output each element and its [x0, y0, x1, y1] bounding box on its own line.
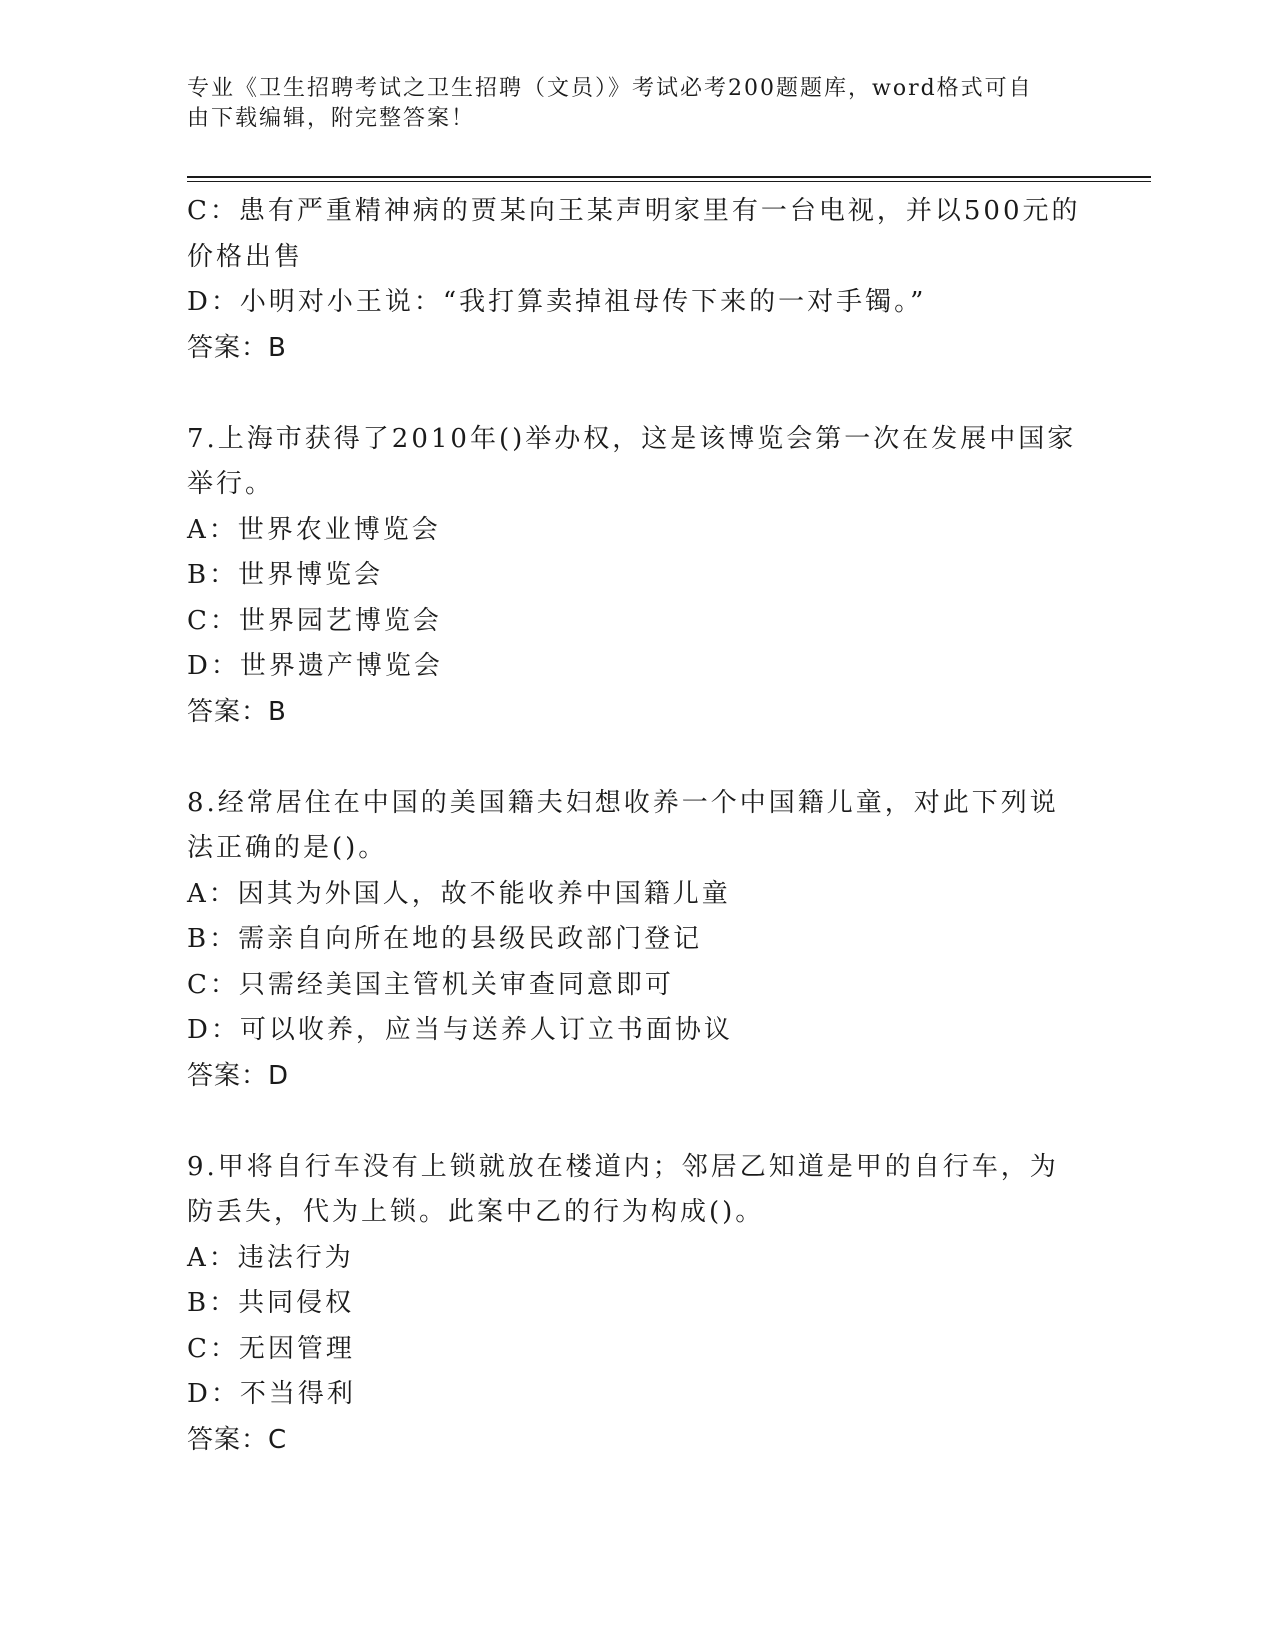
header-divider-thick	[187, 176, 1151, 178]
spacer	[187, 1099, 1087, 1145]
q7-stem-line-2: 举行。	[187, 469, 275, 499]
q6-option-d: D：小明对小王说：“我打算卖掉祖母传下来的一对手镯。”	[187, 287, 927, 317]
q8-answer: 答案：D	[187, 1060, 290, 1091]
spacer	[187, 371, 1087, 417]
question-7	[187, 417, 1087, 736]
q6-option-c-line-2: 价格出售	[187, 241, 304, 272]
question-list	[187, 189, 1087, 1463]
q7-option-a: A：世界农业博览会	[187, 514, 441, 545]
document-header	[187, 74, 1067, 134]
q7-stem-line-1: 7.上海市获得了2010年()举办权，这是该博览会第一次在发展中国家	[187, 423, 1077, 454]
q7-option-c: C：世界园艺博览会	[187, 605, 442, 636]
q8-stem-line-2: 法正确的是()。	[187, 833, 388, 863]
q9-option-a: A：违法行为	[187, 1242, 354, 1273]
question-9	[187, 1145, 1087, 1464]
question-6-partial	[187, 189, 1087, 371]
q8-option-b: B：需亲自向所在地的县级民政部门登记	[187, 924, 703, 954]
q9-option-c: C：无因管理	[187, 1333, 355, 1364]
q8-option-a: A：因其为外国人，故不能收养中国籍儿童	[187, 878, 731, 909]
q9-option-b: B：共同侵权	[187, 1288, 355, 1318]
q9-answer: 答案：C	[187, 1424, 288, 1455]
spacer	[187, 735, 1087, 781]
q9-stem-line-2: 防丢失，代为上锁。此案中乙的行为构成()。	[187, 1197, 765, 1227]
header-line-2: 由下载编辑，附完整答案！	[187, 106, 476, 131]
q7-option-d: D：世界遗产博览会	[187, 651, 443, 681]
q6-answer: 答案：B	[187, 332, 287, 363]
q8-stem-line-1: 8.经常居住在中国的美国籍夫妇想收养一个中国籍儿童，对此下列说	[187, 787, 1059, 818]
q9-option-d: D：不当得利	[187, 1379, 356, 1409]
q7-option-b: B：世界博览会	[187, 560, 384, 590]
q6-option-c-line-1: C：患有严重精神病的贾某向王某声明家里有一台电视，并以500元的	[187, 196, 1081, 226]
q8-option-c: C：只需经美国主管机关审查同意即可	[187, 969, 674, 1000]
header-line-1: 专业《卫生招聘考试之卫生招聘（文员）》考试必考200题题库，word格式可自	[187, 76, 1033, 101]
question-8	[187, 781, 1087, 1100]
q9-stem-line-1: 9.甲将自行车没有上锁就放在楼道内；邻居乙知道是甲的自行车，为	[187, 1151, 1059, 1182]
q7-answer: 答案：B	[187, 696, 287, 727]
header-divider-thin	[187, 181, 1151, 182]
q8-option-d: D：可以收养，应当与送养人订立书面协议	[187, 1015, 733, 1045]
